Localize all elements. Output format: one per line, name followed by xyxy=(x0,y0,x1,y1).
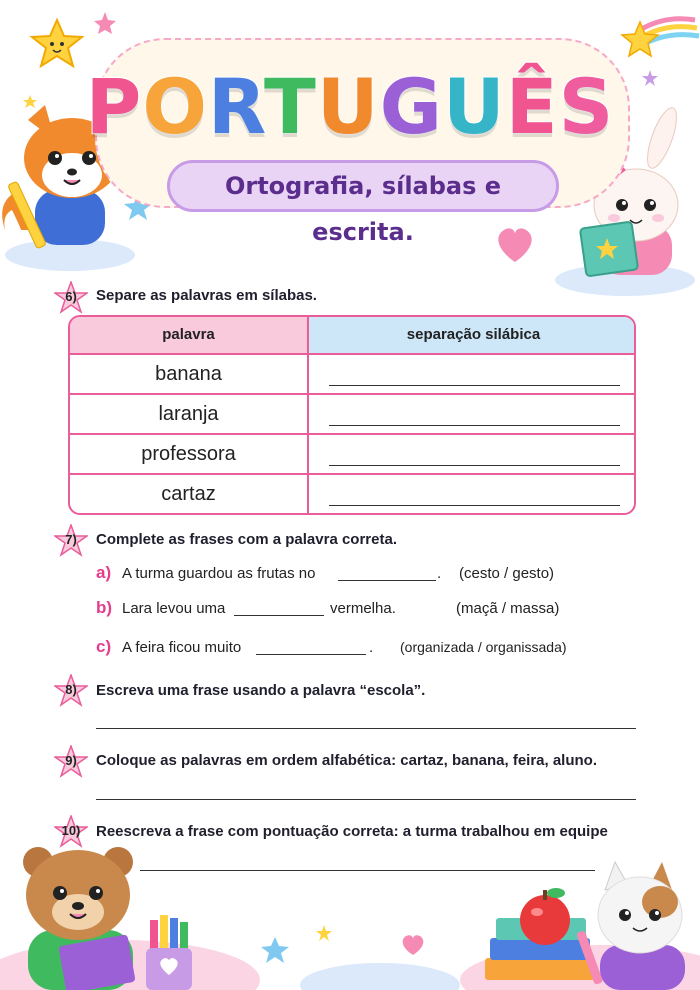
question-prompt: Escreva uma frase usando a palavra “escola”. xyxy=(96,682,426,699)
question-prompt: Complete as frases com a palavra correta. xyxy=(96,531,397,548)
question-number: 9) xyxy=(65,753,77,768)
word-options: (organizada / organissada) xyxy=(400,639,567,655)
option-letter: c) xyxy=(96,637,112,656)
fill-in-blank[interactable] xyxy=(338,580,436,581)
question-number-badge xyxy=(54,745,88,779)
sentence-text: A turma guardou as frutas no xyxy=(122,565,316,582)
syllable-answer-field[interactable] xyxy=(307,475,636,514)
sentence-end: vermelha. xyxy=(330,600,396,617)
question-number: 6) xyxy=(65,289,77,304)
heart-icon xyxy=(498,228,531,262)
question-number-badge xyxy=(54,281,88,315)
word-options: (cesto / gesto) xyxy=(459,565,555,582)
sentence-end: . xyxy=(437,565,442,582)
question-prompt: Coloque as palavras em ordem alfabética: cartaz, banana, feira, aluno. xyxy=(96,752,598,769)
question-number-badge xyxy=(54,674,88,708)
question-prompt: Separe as palavras em sílabas. xyxy=(96,287,317,304)
title-letter: G xyxy=(379,62,443,151)
title-letter: P xyxy=(85,62,143,151)
table-word: banana xyxy=(155,363,222,385)
bear-character-icon xyxy=(23,847,136,990)
heart-icon xyxy=(403,935,424,955)
title-letter: Ê xyxy=(505,62,559,151)
title-letter: U xyxy=(442,62,506,151)
answer-line[interactable] xyxy=(140,870,595,871)
option-letter: b) xyxy=(96,598,113,617)
fill-in-blank[interactable] xyxy=(234,615,324,616)
sentence-end: . xyxy=(369,639,374,656)
title-letter: O xyxy=(142,62,208,151)
word-options: (maçã / massa) xyxy=(456,600,560,617)
question-number: 7) xyxy=(65,532,77,547)
option-letter: a) xyxy=(96,563,112,582)
syllable-table xyxy=(68,315,636,515)
sentence-text: A feira ficou muito xyxy=(122,639,242,656)
sentence-text: Lara levou uma xyxy=(122,600,226,617)
cat-character-icon xyxy=(576,862,685,990)
syllable-answer-field[interactable] xyxy=(307,355,636,394)
star-icon xyxy=(261,937,289,963)
question-number: 10) xyxy=(61,823,81,838)
table-word: laranja xyxy=(158,403,219,425)
page-title xyxy=(0,62,700,151)
star-icon xyxy=(316,925,332,941)
question-number-badge xyxy=(54,815,88,849)
table-row xyxy=(70,433,636,474)
table-word: cartaz xyxy=(161,483,216,505)
fill-in-blank[interactable] xyxy=(256,654,366,655)
table-row xyxy=(70,473,636,514)
table-header-syllables: separação silábica xyxy=(307,317,636,353)
answer-line[interactable] xyxy=(96,799,636,800)
question-number-badge xyxy=(54,524,88,558)
table-word: professora xyxy=(141,443,236,465)
table-header-word: palavra xyxy=(70,317,307,353)
title-letter: U xyxy=(316,62,380,151)
page-subtitle: Ortografia, sílabas e escrita. xyxy=(167,160,559,212)
star-icon xyxy=(94,12,116,34)
table-row xyxy=(70,353,636,394)
syllable-answer-field[interactable] xyxy=(307,435,636,474)
title-letter: R xyxy=(207,62,265,151)
question-number: 8) xyxy=(65,682,77,697)
rainbow-star-icon xyxy=(622,19,699,56)
syllable-answer-field[interactable] xyxy=(307,395,636,434)
pencil-cup-icon xyxy=(146,915,192,990)
title-letter: S xyxy=(558,62,615,151)
title-letter: T xyxy=(264,62,317,151)
table-row xyxy=(70,393,636,434)
question-prompt: Reescreva a frase com pontuação correta: a turma trabalhou em equipe xyxy=(96,823,608,840)
star-icon xyxy=(32,20,82,66)
answer-line[interactable] xyxy=(96,728,636,729)
